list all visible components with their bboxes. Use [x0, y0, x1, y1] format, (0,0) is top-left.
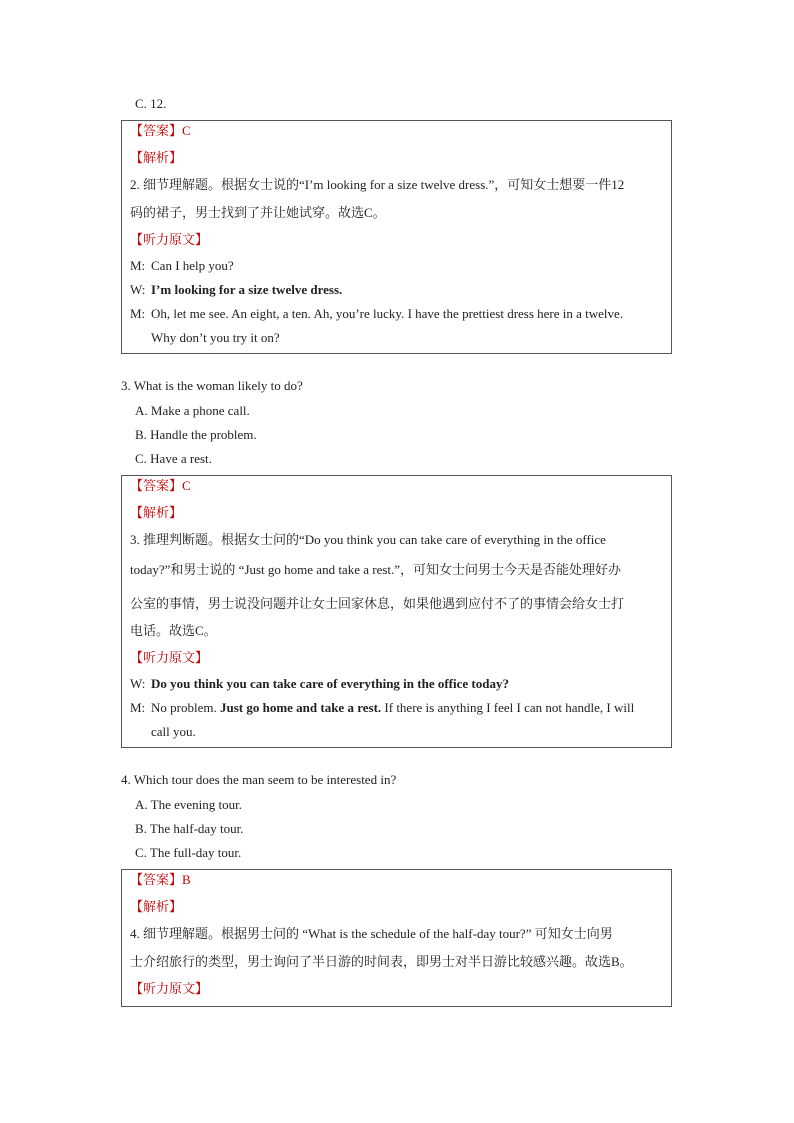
speaker: W: [130, 676, 146, 691]
q2-answer-box [121, 120, 672, 354]
q2-analysis-label: 【解析】 [130, 150, 183, 165]
q3-option-c: C. Have a rest. [135, 451, 212, 466]
q4-analysis-label: 【解析】 [130, 899, 183, 914]
q3-transcript-line1 [130, 676, 509, 692]
q2-analysis-line1: 2. 细节理解题。根据女士说的“I’m looking for a size twelve dress.”，可知女士想要一件12 [130, 177, 625, 192]
q2-answer-label: 【答案】C [130, 123, 191, 138]
q2-transcript-line3 [130, 306, 623, 322]
speaker: M: [130, 700, 146, 715]
q3-analysis-line2: today?”和男士说的 “Just go home and take a rest.”，可知女士问男士今天是否能处理好办 [130, 562, 622, 577]
q3-question: 3. What is the woman likely to do? [121, 378, 303, 393]
dialogue-text: If there is anything I feel I can not handle, I will [384, 700, 635, 715]
dialogue-text: Oh, let me see. An eight, a ten. Ah, you’re lucky. I have the prettiest dress here in a twelve. [151, 306, 624, 321]
q3-option-b: B. Handle the problem. [135, 427, 257, 442]
q4-answer-box [121, 869, 672, 1007]
speaker: M: [130, 258, 146, 273]
q3-answer-box [121, 475, 672, 748]
dialogue-text: Can I help you? [151, 258, 234, 273]
q2-option-c: C. 12. [135, 96, 167, 111]
q2-transcript-line1 [130, 258, 234, 274]
q2-transcript-line2 [130, 282, 342, 298]
q3-transcript-label: 【听力原文】 [130, 650, 209, 665]
dialogue-text-bold: I’m looking for a size twelve dress. [151, 282, 343, 297]
dialogue-text-bold: Just go home and take a rest. [219, 700, 382, 715]
q4-analysis-line2: 士介绍旅行的类型，男士询问了半日游的时间表，即男士对半日游比较感兴趣。故选B。 [130, 954, 633, 969]
q3-analysis-line3: 公室的事情，男士说没问题并让女士回家休息，如果他遇到应付不了的事情会给女士打 [130, 596, 625, 611]
q3-analysis-label: 【解析】 [130, 505, 183, 520]
speaker: M: [130, 306, 146, 321]
q2-analysis-line2: 码的裙子，男士找到了并让她试穿。故选C。 [130, 205, 386, 220]
q4-analysis-line1: 4. 细节理解题。根据男士问的 “What is the schedule of the half-day tour?” 可知女士向男 [130, 926, 613, 941]
q2-transcript-line3-cont: Why don’t you try it on? [151, 330, 280, 345]
q4-answer-label: 【答案】B [130, 872, 191, 887]
q3-answer-label: 【答案】C [130, 478, 191, 493]
q3-analysis-line4: 电话。故选C。 [130, 623, 217, 638]
q4-option-b: B. The half-day tour. [135, 821, 244, 836]
q3-analysis-line1: 3. 推理判断题。根据女士问的“Do you think you can take care of everything in the office [130, 532, 606, 547]
dialogue-text-bold: Do you think you can take care of everything in the office today? [151, 676, 509, 691]
q3-transcript-line2-cont: call you. [151, 724, 196, 739]
q2-transcript-label: 【听力原文】 [130, 232, 209, 247]
q4-option-a: A. The evening tour. [135, 797, 242, 812]
q4-transcript-label: 【听力原文】 [130, 981, 209, 996]
q4-option-c: C. The full-day tour. [135, 845, 242, 860]
q4-question: 4. Which tour does the man seem to be interested in? [121, 772, 397, 787]
speaker: W: [130, 282, 146, 297]
dialogue-text: No problem. [151, 700, 217, 715]
q3-option-a: A. Make a phone call. [135, 403, 250, 418]
q3-transcript-line2 [130, 700, 634, 716]
